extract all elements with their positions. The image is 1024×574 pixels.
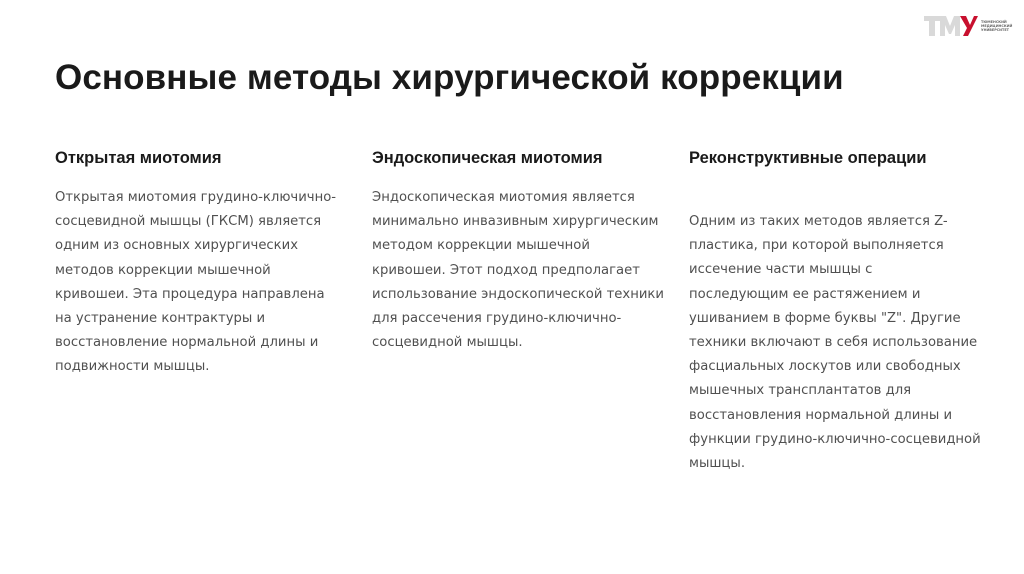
body-line: сосцевидной мышцы (ГКСМ) является [55, 214, 322, 230]
body-line: восстановление нормальной длины и [55, 335, 319, 351]
university-logo [924, 14, 1018, 38]
page-title: Основные методы хирургической коррекции [55, 58, 844, 97]
body-line: функции грудино-ключично-сосцевидной [689, 431, 981, 447]
column-endoscopic-myotomy [372, 148, 664, 351]
body-line: мышечных трансплантатов для [689, 383, 912, 399]
body-line: кривошеи. Эта процедура направлена [55, 286, 325, 302]
body-line: одним из основных хирургических [55, 238, 299, 254]
body-line: фасциальных лоскутов или свободных [689, 359, 961, 375]
body-line: техники включают в себя использование [689, 335, 978, 351]
body-line: использование эндоскопической техники [372, 286, 664, 302]
body-line: последующим ее растяжением и [689, 286, 921, 302]
body-line: кривошеи. Этот подход предполагает [372, 262, 640, 278]
column-body [689, 210, 989, 476]
body-line: минимально инвазивным хирургическим [372, 214, 659, 230]
body-line: пластика, при которой выполняется [689, 238, 944, 254]
column-open-myotomy [55, 148, 345, 375]
body-line: иссечение части мышцы с [689, 262, 873, 278]
logo-wordmark: ТЮМЕНСКИЙ МЕДИЦИНСКИЙ УНИВЕРСИТЕТ [981, 20, 1013, 32]
body-line: для рассечения грудино-ключично- [372, 311, 622, 327]
column-reconstructive-operations [689, 148, 989, 472]
body-line: восстановления нормальной длины и [689, 407, 953, 423]
body-line: мышцы. [689, 456, 746, 472]
tmu-logo-icon [924, 14, 978, 38]
body-line: Одним из таких методов является Z- [689, 214, 948, 229]
body-line: на устранение контрактуры и [55, 311, 266, 327]
body-line: сосцевидной мышцы. [372, 335, 523, 351]
body-line: подвижности мышцы. [55, 359, 210, 375]
column-body [372, 186, 662, 355]
body-line: методом коррекции мышечной [372, 238, 590, 254]
column-body [55, 186, 340, 380]
body-line: ушиванием в форме буквы "Z". Другие [689, 310, 961, 326]
body-line: методов коррекции мышечной [55, 262, 271, 278]
column-heading: Эндоскопическая миотомия [372, 149, 603, 167]
column-heading: Открытая миотомия [55, 149, 222, 167]
body-line: Открытая миотомия грудино-ключично- [55, 190, 337, 205]
column-heading: Реконструктивные операции [689, 149, 927, 167]
body-line: Эндоскопическая миотомия является [372, 190, 635, 205]
